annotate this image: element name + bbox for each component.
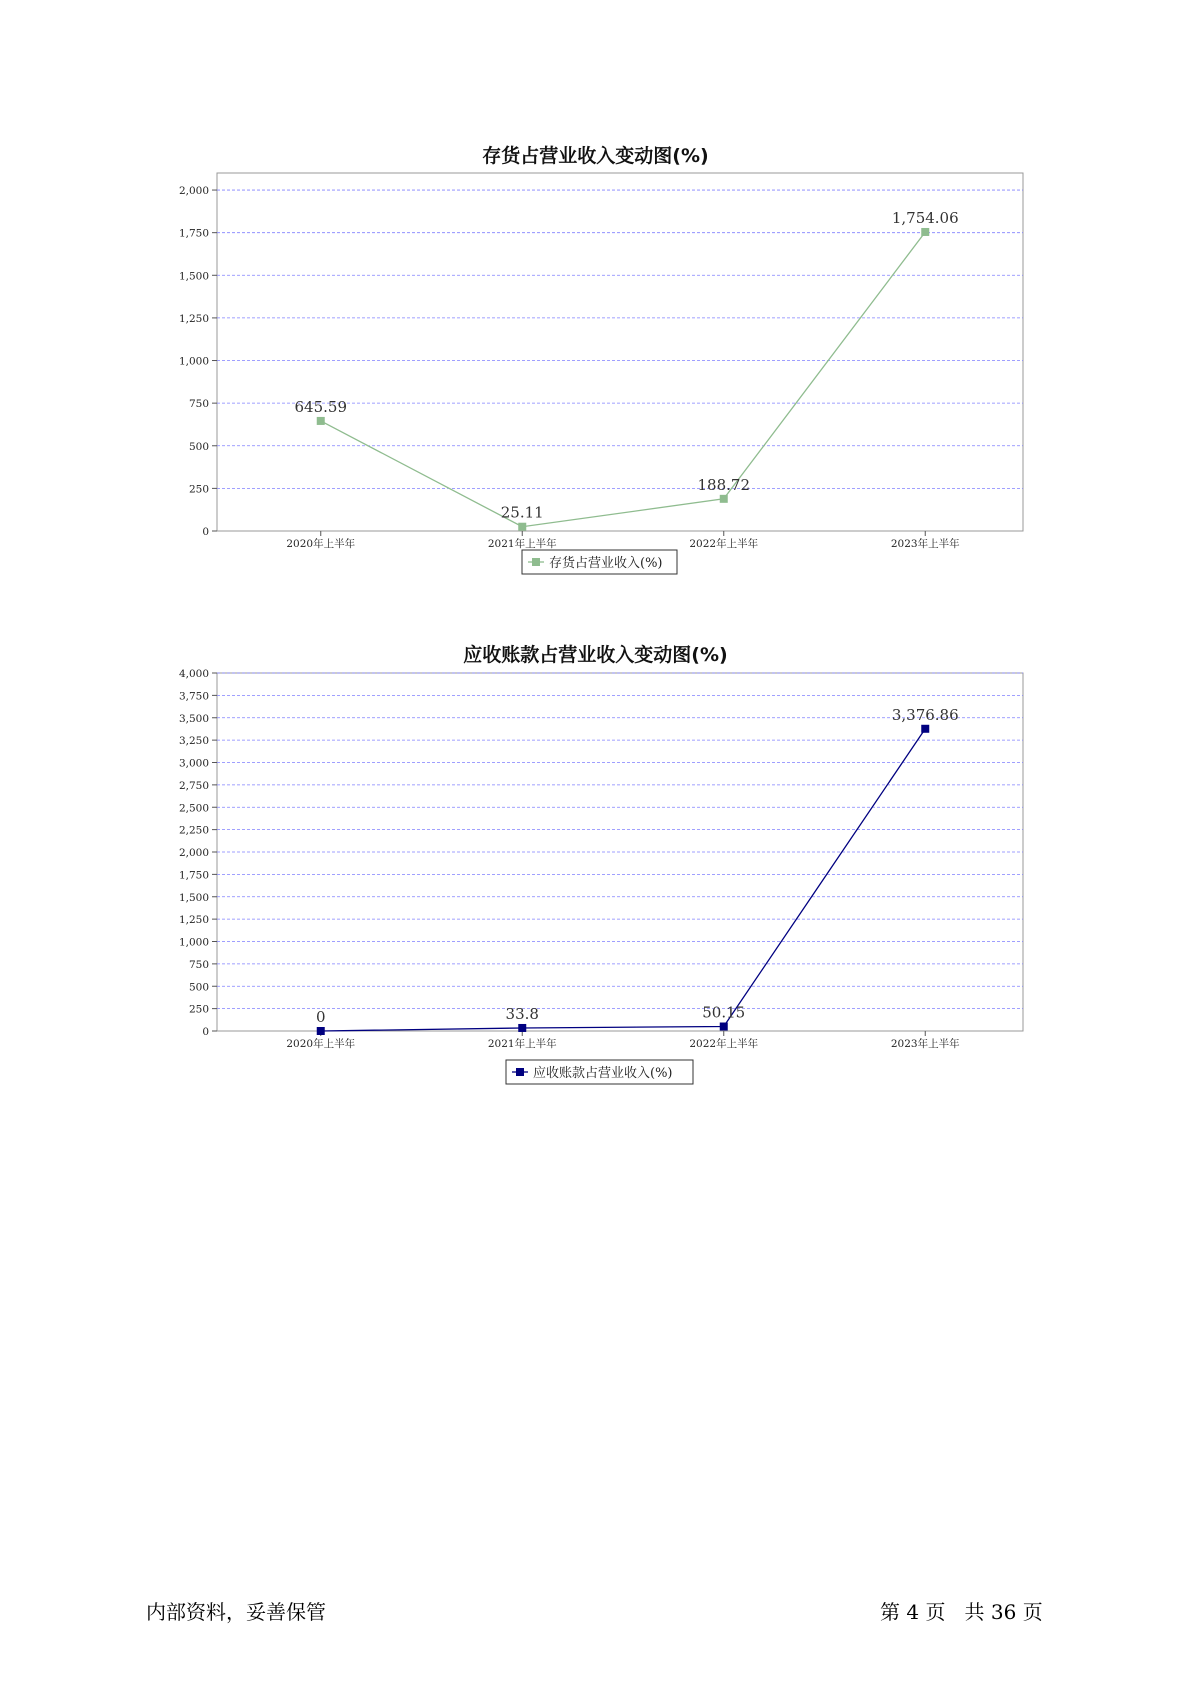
- chart2-data-point: [921, 725, 929, 733]
- chart2-ytick-label: 0: [202, 1026, 209, 1038]
- chart2-ytick-label: 3,250: [178, 735, 209, 748]
- chart1-inventory-ratio: [0, 150, 1191, 570]
- footer-confidential-note: 内部资料，妥善保管: [146, 1600, 326, 1624]
- chart1-data-label: 1,754.06: [891, 208, 959, 227]
- chart2-ytick-label: 2,750: [178, 779, 209, 792]
- chart2-ytick-label: 2,000: [178, 847, 209, 859]
- chart2-data-point: [317, 1027, 325, 1035]
- chart1-xtick-label: 2021年上半年: [487, 538, 557, 550]
- chart1-data-point: [317, 417, 325, 425]
- chart1-data-point: [921, 228, 929, 236]
- chart2-xtick-label: 2022年上半年: [689, 1038, 759, 1050]
- chart1-data-label: 188.72: [697, 475, 750, 494]
- footer-page-info: [880, 1596, 1043, 1625]
- chart2-data-point: [518, 1024, 526, 1032]
- chart1-data-label: 25.11: [500, 503, 544, 522]
- chart2-legend-label: 应收账款占营业收入(%): [533, 1066, 673, 1081]
- chart1-ytick-label: 1,250: [178, 312, 209, 325]
- chart2-ytick-label: 2,250: [178, 824, 209, 837]
- chart1-ytick-label: 1,000: [178, 355, 209, 368]
- chart2-ytick-label: 1,750: [178, 869, 209, 882]
- chart2-ytick-label: 250: [188, 1003, 209, 1016]
- chart1-xtick-label: 2023年上半年: [890, 538, 960, 550]
- chart2-title: 应收账款占营业收入变动图(%): [463, 644, 728, 666]
- chart1-ytick-label: 2,000: [178, 185, 209, 198]
- chart2-ytick-label: 4,000: [178, 668, 209, 680]
- chart2-ytick-label: 1,250: [178, 914, 209, 927]
- chart1-legend: [522, 550, 677, 574]
- footer-page-number: 第 4 页: [880, 1600, 946, 1624]
- chart1-data-label: 645.59: [294, 397, 347, 416]
- chart2-ytick-label: 2,500: [178, 802, 209, 815]
- chart2-data-label: 0: [315, 1008, 326, 1026]
- chart1-ytick-label: 0: [202, 526, 209, 538]
- chart2-ytick-label: 750: [188, 958, 209, 971]
- chart1-legend-label: 存货占营业收入(%): [549, 556, 663, 571]
- chart1-data-point: [518, 523, 526, 531]
- chart1-ytick-label: 250: [188, 483, 209, 496]
- chart2-ytick-label: 1,500: [178, 891, 209, 904]
- chart2-data-label: 50.15: [702, 1003, 746, 1022]
- chart2-xtick-label: 2021年上半年: [487, 1038, 557, 1050]
- chart1-ytick-label: 750: [188, 398, 209, 411]
- chart2-xtick-label: 2020年上半年: [286, 1038, 356, 1050]
- footer-total-pages: 共 36 页: [964, 1600, 1043, 1624]
- chart2-xtick-label: 2023年上半年: [890, 1038, 960, 1050]
- chart2-ytick-label: 3,500: [178, 712, 209, 725]
- chart1-ytick-label: 500: [188, 440, 209, 453]
- chart1-legend-marker: [532, 558, 540, 566]
- chart1-xtick-label: 2020年上半年: [286, 538, 356, 550]
- chart2-ytick-label: 500: [188, 981, 209, 994]
- chart2-legend-marker: [516, 1068, 524, 1076]
- chart1-xtick-label: 2022年上半年: [689, 538, 759, 550]
- chart1-data-point: [720, 495, 728, 503]
- chart2-receivables-ratio: [0, 650, 1191, 1110]
- chart1-ytick-label: 1,500: [178, 270, 209, 283]
- chart2-ytick-label: 1,000: [178, 936, 209, 949]
- chart2-legend: [506, 1060, 693, 1084]
- chart2-data-label: 3,376.86: [891, 705, 959, 724]
- chart2-ytick-label: 3,750: [178, 690, 209, 703]
- chart2-data-point: [720, 1023, 728, 1031]
- chart1-title: 存货占营业收入变动图(%): [482, 145, 709, 167]
- chart1-ytick-label: 1,750: [178, 227, 209, 240]
- chart2-ytick-label: 3,000: [178, 757, 209, 770]
- chart2-data-label: 33.8: [505, 1004, 539, 1023]
